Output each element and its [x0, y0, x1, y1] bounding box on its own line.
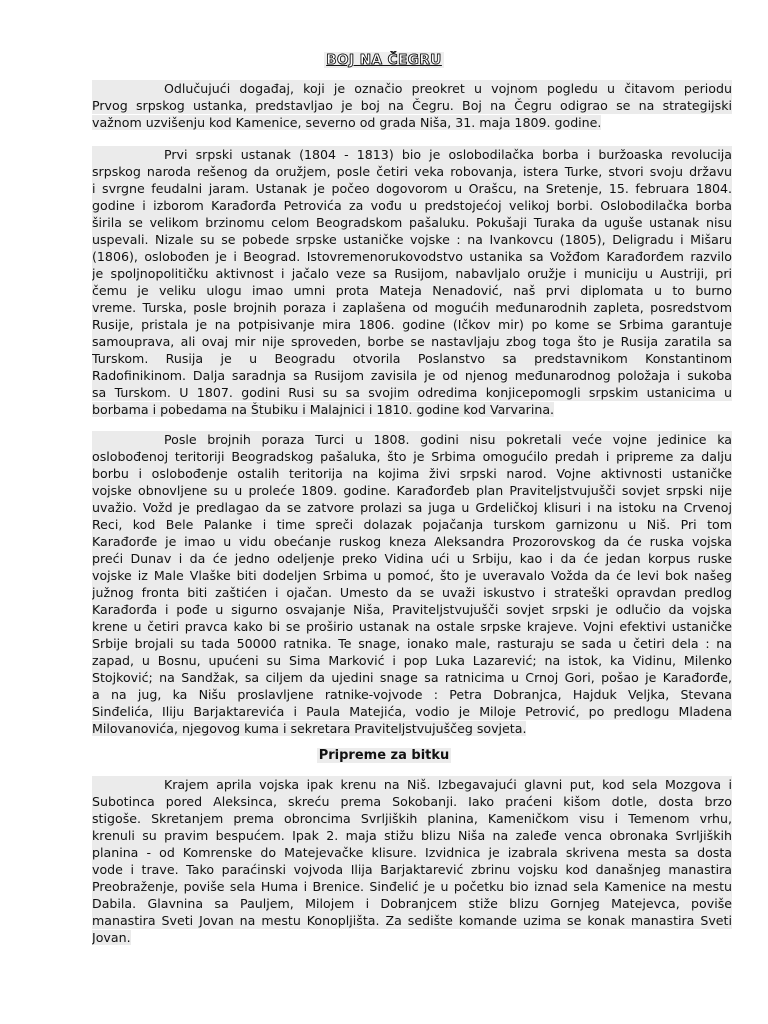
paragraph-line: [92, 878, 732, 895]
document-title: [0, 52, 768, 68]
paragraph-line-text: zapad, u Bosnu, upućeni su Sima Marković i pop Luka Lazarević; na istok, ka Vidinu, Milenko: [92, 653, 732, 668]
paragraph-line: [92, 533, 732, 550]
paragraph-line-text: Sinđelića, Iliju Barjaktarevića i Paula Matejića, vodio je Miloje Petrović, po predlogu Mladena: [92, 704, 732, 719]
paragraph-line-text: Milovanovića, njegovog kuma i sekretara Praviteljstvujuščeg sovjeta.: [92, 721, 527, 736]
paragraph-line-text: Krajem aprila vojska ipak krenu na Niš. Izbegavajući glavni put, kod sela Mozgova i: [92, 776, 732, 793]
paragraph-line: [92, 584, 732, 601]
paragraph-line-text: vojske obnovljene su u proleće 1809. godine. Karađorđeb plan Praviteljstvujušči sovjet srpski nije: [92, 483, 732, 498]
paragraph-line: [92, 912, 732, 929]
paragraph-first-uprising: [92, 146, 732, 418]
paragraph-line: [92, 431, 732, 448]
paragraph-line: [92, 793, 732, 810]
section-heading-text: Pripreme za bitku: [318, 748, 450, 763]
paragraph-line: [92, 448, 732, 465]
paragraph-line: [92, 265, 732, 282]
paragraph-line: [92, 299, 732, 316]
paragraph-line: [92, 97, 732, 114]
paragraph-line: [92, 669, 732, 686]
paragraph-line-text: sa Turskom. U 1807. godini Rusi su sa svojim odredima konjicepomogli srpskim ustanicima u: [92, 385, 732, 400]
paragraph-line-text: Karađorđe je imao u vidu obećanje ruskog kneza Aleksandra Prozorovskog da će ruska vojska: [92, 534, 732, 549]
section-heading: [0, 748, 768, 763]
paragraph-line-text: Turskom. Rusija je u Beogradu otvorila Poslanstvo sa predstavnikom Konstantinom: [92, 351, 732, 366]
paragraph-line: [92, 282, 732, 299]
paragraph-line: [92, 367, 732, 384]
paragraph-line: [92, 550, 732, 567]
paragraph-line-text: Reci, kod Bele Palanke i time spreči dolazak pojačanja turskom garnizonu u Niš. Pri tom: [92, 517, 732, 532]
paragraph-line-text: Srbije brojali su tada 50000 ratnika. Te snage, ionako male, rasturaju se sada u četiri dela : na: [92, 636, 732, 651]
paragraph-line: [92, 810, 732, 827]
paragraph-line: [92, 231, 732, 248]
paragraph-line-text: Posle brojnih poraza Turci u 1808. godini nisu pokretali veće vojne jedinice ka: [92, 431, 732, 448]
paragraph-line-text: je spoljnopolitičku aktivnost i jačalo veze sa Rusijom, nabavljalo oružje i municiju u Austriji, pri: [92, 266, 732, 281]
paragraph-line-text: važnom uzvišenju kod Kamenice, severno od grada Niša, 31. maja 1809. godine.: [92, 115, 602, 130]
paragraph-line: [92, 929, 732, 946]
paragraph-line-text: Stojković; na Sandžak, sa ciljem da ujedini snage sa ratnicima u Crnoj Gori, pošao je Karađorđe,: [92, 670, 732, 685]
paragraph-line: [92, 214, 732, 231]
paragraph-line-text: Dabila. Glavnina sa Pauljem, Milojem i Dobranjcem stiže blizu Gornjeg Matejevca, poviše: [92, 896, 732, 911]
paragraph-line: [92, 384, 732, 401]
paragraph-line-text: Rusije, pristala je na potpisivanje mira 1806. godine (Ičkov mir) po kome se Srbima garantuje: [92, 317, 732, 332]
paragraph-line: [92, 827, 732, 844]
paragraph-line-text: vojske iz Male Vlaške biti dodeljen Srbima u pomoć, što je uveravalo Vožda da će levi bok našeg: [92, 568, 732, 583]
paragraph-line: [92, 895, 732, 912]
paragraph-line-text: srpskog naroda rešenog da oružjem, posle četiri veka robovanja, istera Turke, stvori svoju državu: [92, 164, 732, 179]
paragraph-line-text: Prvi srpski ustanak (1804 - 1813) bio je oslobodilačka borba i buržoaska revolucija: [92, 146, 732, 163]
paragraph-line: [92, 703, 732, 720]
paragraph-line: [92, 516, 732, 533]
paragraph-line: [92, 401, 732, 418]
paragraph-line-text: južnog fronta biti zaštićen i ojačan. Umesto da se uvaži iskustvo i strateški opravdan predlog: [92, 585, 732, 600]
paragraph-line-text: vode i trave. Tako paraćinski vojvoda Ilija Barjaktarević zbrinu vojsku kod današnjeg manastira: [92, 862, 732, 877]
paragraph-line-text: Subotinca pored Aleksinca, skreću prema Sokobanji. Iako praćeni kišom dotle, dosta brzo: [92, 794, 732, 809]
paragraph-line: [92, 686, 732, 703]
paragraph-line-text: čemu je veliku ulogu imao umni prota Mateja Nenadović, naš prvi diplomata u to burno: [92, 283, 732, 298]
paragraph-line: [92, 618, 732, 635]
paragraph-line: [92, 482, 732, 499]
paragraph-line: [92, 333, 732, 350]
paragraph-campaign-plan: [92, 431, 732, 737]
paragraph-line-text: Karađorđa i pođe u sigurno osvajanje Niša, Praviteljstvujušči sovjet srpski je odlučio da vojska: [92, 602, 732, 617]
paragraph-line-text: Preobraženje, poviše sela Huma i Brenice. Sinđelić je u početku bio iznad sela Kamenice na mestu: [92, 879, 732, 894]
paragraph-line: [92, 163, 732, 180]
paragraph-line-text: manastira Sveti Jovan na mestu Konopljišta. Za sedište komande uzima se konak manastira Sveti: [92, 913, 732, 928]
paragraph-line-text: oslobođenoj teritoriji Beogradskog pašaluka, što je Srbima omogućilo predah i pripreme za dalju: [92, 449, 732, 464]
paragraph-line: [92, 316, 732, 333]
paragraph-line: [92, 499, 732, 516]
paragraph-line: [92, 465, 732, 482]
paragraph-line: [92, 601, 732, 618]
paragraph-line-text: širila se velikom brzinomu celom Beogradskom pašaluku. Pokušaji Turaka da uguše ustanak nisu: [92, 215, 732, 230]
paragraph-line-text: borbama i pobedama na Štubiku i Malajnici i 1810. godine kod Varvarina.: [92, 402, 555, 417]
paragraph-line-text: i svrgne feudalni jaram. Ustanak je počeo dogovorom u Orašcu, na Sretenje, 15. februara 1804.: [92, 181, 732, 196]
paragraph-line-text: preći Dunav i da će jedno odeljenje preko Vidina ući u Srbiju, kao i da će jedan korpus ruske: [92, 551, 732, 566]
paragraph-line: [92, 844, 732, 861]
paragraph-line: [92, 635, 732, 652]
paragraph-line-text: Odlučujući događaj, koji je označio preokret u vojnom pogledu u čitavom periodu: [92, 80, 732, 97]
paragraph-preparations: [92, 776, 732, 946]
paragraph-line-text: vreme. Turska, posle brojnih poraza i zaplašena od mogućih međunarodnih zapleta, posredstvom: [92, 300, 732, 315]
paragraph-line: [92, 652, 732, 669]
paragraph-line-text: (1806), oslobođen je i Beograd. Istovremenorukovodstvo ustanika sa Vožđom Karađorđem razvilo: [92, 249, 732, 264]
paragraph-line: [92, 861, 732, 878]
paragraph-line-text: uvažio. Vožd je predlagao da se zatvore prolazi sa juga u Grdeličkoj klisuri i na istoku na Crvenoj: [92, 500, 732, 515]
paragraph-line-text: samouprava, ali ovaj mir nije sproveden, borbe se nastavljaju zbog toga što je Rusija zaratila sa: [92, 334, 732, 349]
paragraph-line: [92, 350, 732, 367]
document-title-text: BOJ NA ČEGRU: [326, 52, 442, 68]
paragraph-line: [92, 197, 732, 214]
paragraph-line-text: godine i izborom Karađorđa Petrovića za vođu u predstojećoj velikoj borbi. Oslobodilačka borba: [92, 198, 732, 213]
paragraph-line: [92, 248, 732, 265]
paragraph-line-text: a na jug, ka Nišu proslavljene ratnike-vojvode : Petra Dobranjca, Hajduk Veljka, Stevana: [92, 687, 732, 702]
paragraph-line: [92, 180, 732, 197]
paragraph-line: [92, 776, 732, 793]
paragraph-line: [92, 80, 732, 97]
paragraph-line: [92, 720, 732, 737]
paragraph-line-text: planina - od Komrenske do Matejevačke klisure. Izvidnica je izabrala skrivena mesta sa dosta: [92, 845, 732, 860]
paragraph-line-text: Jovan.: [92, 930, 131, 945]
paragraph-line-text: Radofinikinom. Dalja saradnja sa Rusijom zavisila je od njenog međunarodnog položaja i sukoba: [92, 368, 732, 383]
paragraph-line-text: borbu i oslobođenje ostalih teritorija na kojima živi srpski narod. Vojne aktivnosti ustaničke: [92, 466, 732, 481]
paragraph-line: [92, 146, 732, 163]
paragraph-line-text: krenuli su pravim bespućem. Ipak 2. maja stižu blizu Niša na zaleđe venca obronaka Svrljiških: [92, 828, 732, 843]
paragraph-line: [92, 114, 732, 131]
paragraph-line-text: stigoše. Skretanjem prema obroncima Svrljiških planina, Kameničkom visu i Temenom vrhu,: [92, 811, 732, 826]
paragraph-line: [92, 567, 732, 584]
paragraph-line-text: uspevali. Nizale su se pobede srpske ustaničke vojske : na Ivankovcu (1805), Deligradu i Mišaru: [92, 232, 732, 247]
paragraph-line-text: Prvog srpskog ustanka, predstavljao je boj na Čegru. Boj na Čegru odigrao se na strategijski: [92, 98, 732, 113]
paragraph-line-text: krene u četiri pravca kako bi se proširio ustanak na ostale srpske krajeve. Vojni efektivi ustaničke: [92, 619, 732, 634]
paragraph-intro: [92, 80, 732, 131]
